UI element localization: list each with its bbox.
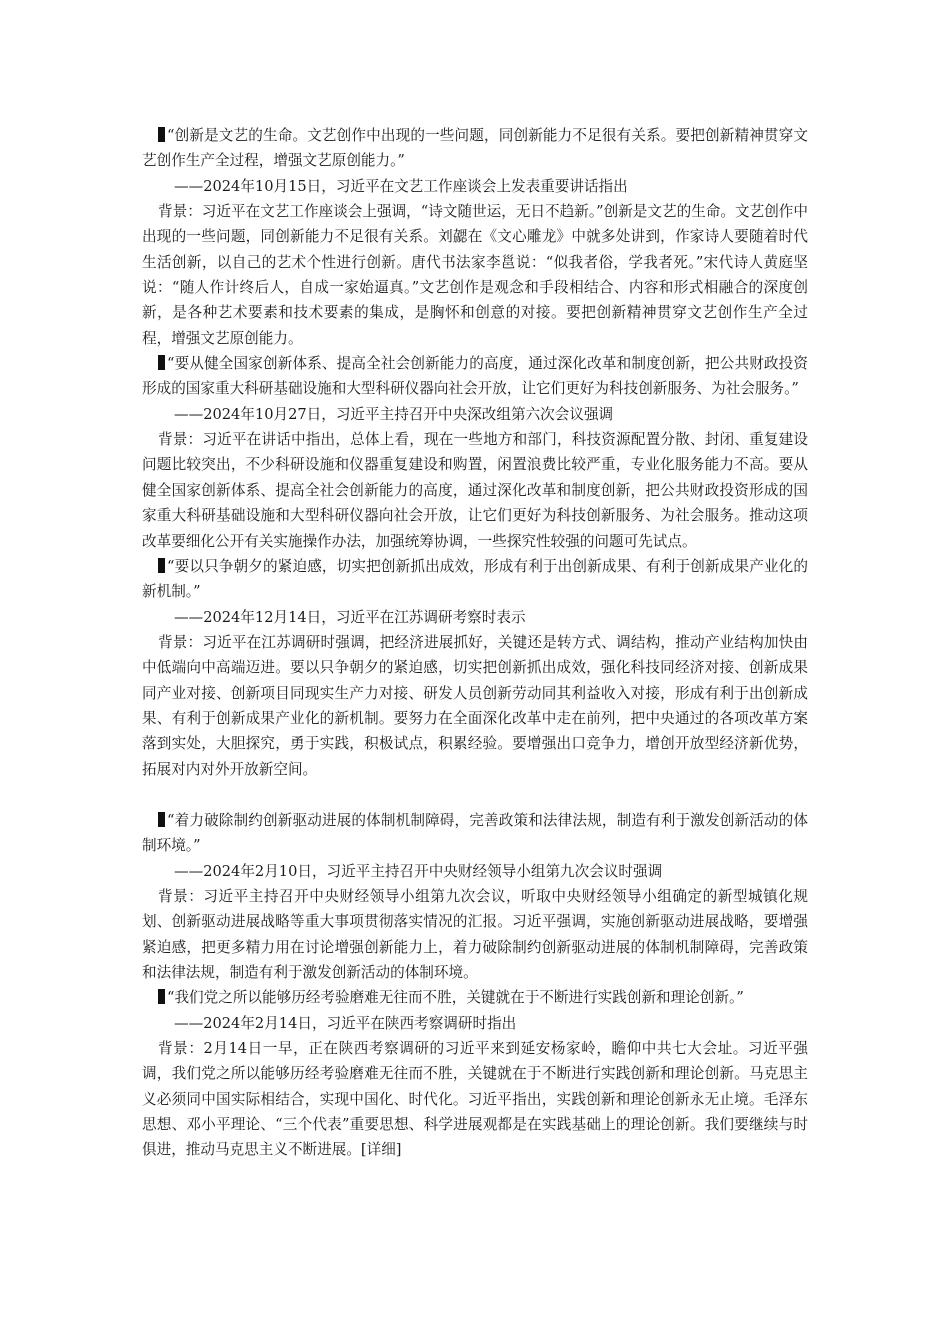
background-paragraph: 背景：习近平在讲话中指出，总体上看，现在一些地方和部门，科技资源配置分散、封闭、重复建设问题比较突出，不少科研设施和仪器重复建设和购置，闲置浪费比较严重，专业化服务能力不高。要从健全国家创新体系、提高全社会创新能力的高度，通过深化改革和制度创新，把公共财政投资形成的国家重大科研基础设施和大型科研仪器向社会开放，让它们更好为科技创新服务、为社会服务。推动这项改革要细化公开有关实施操作办法，加强统筹协调，一些探究性较强的问题可先试点。 xyxy=(142,431,808,550)
entry-3 xyxy=(142,554,808,782)
bullet-marker-icon xyxy=(158,558,165,573)
background-paragraph: 背景：2月14日一早，正在陕西考察调研的习近平来到延安杨家岭，瞻仰中共七大会址。习近平强调，我们党之所以能够历经考验磨难无往而不胜，关键就在于不断进行实践创新和理论创新。马克思主义必须同中国实际相结合，实现中国化、时代化。习近平指出，实践创新和理论创新永无止境。毛泽东思想、邓小平理论、“三个代表”重要思想、科学进展观都是在实践基础上的理论创新。我们要继续与时俱进，推动马克思主义不断进展。[详细] xyxy=(142,1040,808,1159)
background-paragraph: 背景：习近平主持召开中央财经领导小组第九次会议，听取中央财经领导小组确定的新型城镇化规划、创新驱动进展战略等重大事项贯彻落实情况的汇报。习近平强调，实施创新驱动进展战略，要增强紧迫感，把更多精力用在讨论增强创新能力上，着力破除制约创新驱动进展的体制机制障碍，完善政策和法律法规，制造有利于激发创新活动的体制环境。 xyxy=(142,887,808,981)
quote-text: “要以只争朝夕的紧迫感，切实把创新抓出成效，形成有利于出创新成果、有利于创新成果产业化的新机制。” xyxy=(142,557,808,601)
quote-paragraph xyxy=(142,808,808,859)
quote-paragraph xyxy=(142,123,808,174)
document-body xyxy=(142,123,808,1163)
quote-text: “着力破除制约创新驱动进展的体制机制障碍，完善政策和法律法规，制造有利于激发创新活动的体制环境。” xyxy=(142,811,808,855)
quote-text: “要从健全国家创新体系、提高全社会创新能力的高度，通过深化改革和制度创新，把公共财政投资形成的国家重大科研基础设施和大型科研仪器向社会开放，让它们更好为科技创新服务、为社会服务。” xyxy=(142,355,808,398)
entry-2 xyxy=(142,351,808,554)
background-paragraph: 背景：习近平在江苏调研时强调，把经济进展抓好，关键还是转方式、调结构，推动产业结构加快由中低端向中高端迈进。要以只争朝夕的紧迫感，切实把创新抓出成效，强化科技同经济对接、创新成果同产业对接、创新项目同现实生产力对接、研发人员创新劳动同其利益收入对接，形成有利于出创新成果、有利于创新成果产业化的新机制。要努力在全面深化改革中走在前列，把中央通过的各项改革方案落到实处，大胆探究，勇于实践，积极试点，积累经验。要增强出口竞争力，增创开放型经济新优势，拓展对内对外开放新空间。 xyxy=(142,633,808,778)
background-paragraph: 背景：习近平在文艺工作座谈会上强调，“诗文随世运，无日不趋新。”创新是文艺的生命。文艺创作中出现的一些问题，同创新能力不足很有关系。刘勰在《文心雕龙》中就多处讲到，作家诗人要随着时代生活创新，以自己的艺术个性进行创新。唐代书法家李邕说：“似我者俗，学我者死。”宋代诗人黄庭坚说：“随人作计终后人，自成一家始逼真。”文艺创作是观念和手段相结合、内容和形式相融合的深度创新，是各种艺术要素和技术要素的集成，是胸怀和创意的对接。要把创新精神贯穿文艺创作生产全过程，增强文艺原创能力。 xyxy=(142,203,808,347)
entry-1 xyxy=(142,123,808,351)
attribution: ——2024年2月10日，习近平主持召开中央财经领导小组第九次会议时强调 xyxy=(174,862,663,880)
quote-paragraph xyxy=(142,554,808,605)
attribution: ——2024年12月14日，习近平在江苏调研考察时表示 xyxy=(174,608,526,626)
section-gap xyxy=(142,782,808,808)
quote-paragraph xyxy=(142,351,808,402)
attribution: ——2024年2月14日，习近平在陕西考察调研时指出 xyxy=(174,1014,517,1032)
bullet-marker-icon xyxy=(158,127,165,142)
attribution: ——2024年10月27日，习近平主持召开中央深改组第六次会议强调 xyxy=(174,405,614,423)
entry-4 xyxy=(142,808,808,985)
quote-paragraph xyxy=(142,985,808,1010)
quote-text: “创新是文艺的生命。文艺创作中出现的一些问题，同创新能力不足很有关系。要把创新精神贯穿文艺创作生产全过程，增强文艺原创能力。” xyxy=(142,127,808,170)
quote-text: “我们党之所以能够历经考验磨难无往而不胜，关键就在于不断进行实践创新和理论创新。” xyxy=(167,989,744,1007)
entry-5 xyxy=(142,985,808,1162)
bullet-marker-icon xyxy=(158,355,165,370)
bullet-marker-icon xyxy=(158,989,165,1004)
attribution: ——2024年10月15日，习近平在文艺工作座谈会上发表重要讲话指出 xyxy=(174,177,628,195)
bullet-marker-icon xyxy=(158,812,165,827)
